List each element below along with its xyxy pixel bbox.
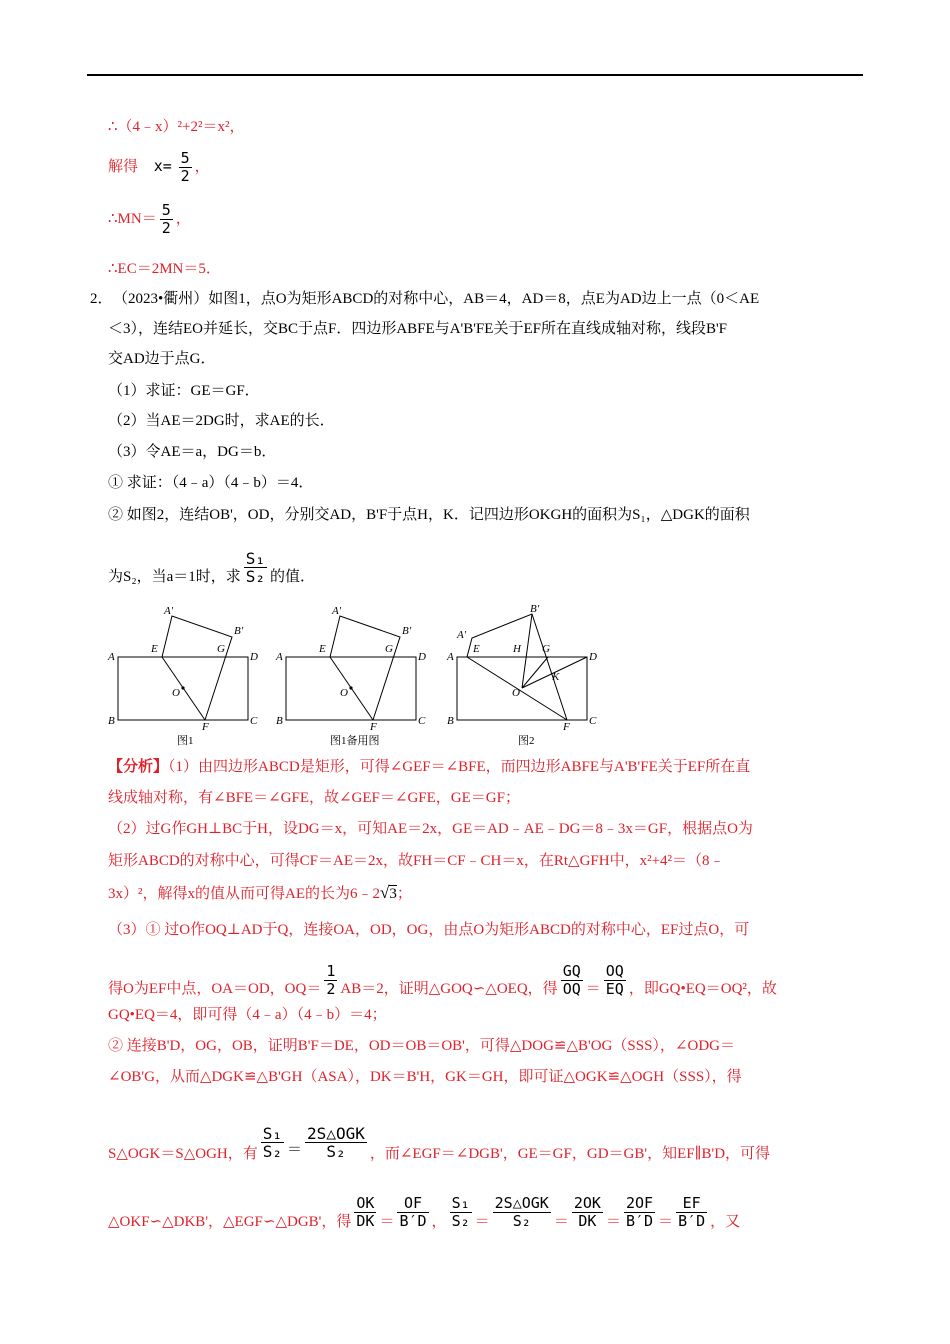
svg-text:H: H bbox=[513, 643, 521, 655]
analysis-p2b: 矩形ABCD的对称中心，可得CF＝AE＝2x，故FH＝CF﹣CH＝x，在Rt△GFH中，x²+4²＝（8﹣ bbox=[108, 853, 725, 869]
question-3: （3）令AE＝a，DG＝b． bbox=[108, 444, 277, 460]
svg-text:G: G bbox=[217, 643, 225, 655]
svg-text:B': B' bbox=[530, 603, 540, 615]
question-2: （2）当AE＝2DG时，求AE的长． bbox=[108, 413, 335, 429]
analysis-p4c: S△OGK＝S△OGH，有 $\frac{\text{S₁}}{\text{S₂}}$ ＝ $\frac{\text{2S△OGK}}{\text{S₂}}$ ，而∠EGF＝∠DGB'，GE＝GF，GD＝GB'，知EF∥B'D，可得 bbox=[108, 1124, 771, 1162]
fraction-2of-bd: $\frac{2OF}{B'D}$ bbox=[625, 1194, 654, 1230]
problem-stem-2: ＜3），连结EO并延长，交BC于点F．四边形ABFE与A'B'FE关于EF所在直线成轴对称，线段B'F bbox=[108, 321, 727, 337]
figure-2 bbox=[457, 614, 587, 720]
fraction-five-halves-2: $\frac{5}{2}$ bbox=[161, 201, 171, 237]
svg-text:E: E bbox=[151, 643, 158, 655]
svg-text:E: E bbox=[319, 643, 326, 655]
problem-number: 2． bbox=[90, 291, 113, 307]
analysis-p4b: ∠OB'G，从而△DGK≌△B'GH（ASA），DK＝B'H，GK＝GH，即可证△OGK≌△OGH（SSS），得 bbox=[108, 1069, 742, 1085]
fig2-caption: 图2 bbox=[518, 735, 535, 747]
solution-line-1: ∴（4﹣x）²+2²＝x²， bbox=[108, 119, 245, 135]
question-1: （1）求证：GE＝GF． bbox=[108, 383, 260, 399]
svg-text:F: F bbox=[202, 721, 209, 733]
question-3b: ② 如图2，连结OB'，OD，分别交AD，B'F于点H，K．记四边形OKGH的面积为S₁，△DGK的面积 bbox=[108, 507, 750, 523]
svg-text:F: F bbox=[370, 721, 377, 733]
question-3b-cont: 为S₂，当a＝1时，求 $\frac{\text{S₁}}{\text{S₂}}$ 的值． bbox=[108, 549, 316, 586]
svg-text:K: K bbox=[552, 671, 560, 683]
fraction-2sogk-s2: $\frac{\text{2S△OGK}}{\text{S₂}}$ bbox=[307, 1124, 365, 1161]
top-rule bbox=[87, 74, 863, 76]
svg-text:E: E bbox=[473, 643, 480, 655]
svg-text:D: D bbox=[589, 651, 597, 663]
svg-text:B: B bbox=[108, 715, 115, 727]
figure-1-spare bbox=[286, 616, 416, 720]
svg-text:A': A' bbox=[457, 629, 467, 641]
svg-text:B: B bbox=[276, 715, 283, 727]
svg-text:C: C bbox=[250, 715, 258, 727]
analysis-p4d: △OKF∽△DKB'，△EGF∽△DGB'，得 $\frac{OK}{DK}$ ＝ $\frac{OF}{B'D}$ ， $\frac{\text{S₁}}{\text{S₂}}$ ＝ $\frac{\text{2S△OGK}}{\text{S₂}}$ ＝ $\frac{2OK}{DK}$ ＝ $\frac{2OF}{B'D}$ ＝ $\frac{EF}{B'D}$ ，又 bbox=[108, 1194, 741, 1230]
svg-text:B: B bbox=[447, 715, 454, 727]
fraction-s1-s2-c: $\frac{\text{S₁}}{\text{S₂}}$ bbox=[451, 1194, 470, 1230]
analysis-p1: 【分析】（1）由四边形ABCD是矩形，可得∠GEF＝∠BFE，而四边形ABFE与A'B'FE关于EF所在直 bbox=[108, 759, 751, 775]
analysis-p1b: 线成轴对称，有∠BFE＝∠GFE，故∠GEF＝∠GFE，GE＝GF； bbox=[108, 790, 520, 806]
problem-stem-3: 交AD边于点G． bbox=[108, 351, 216, 367]
fraction-ok-dk: $\frac{OK}{DK}$ bbox=[356, 1194, 375, 1230]
fig1-caption: 图1 bbox=[177, 735, 194, 747]
svg-text:G: G bbox=[385, 643, 393, 655]
svg-text:O: O bbox=[172, 687, 180, 699]
svg-text:B': B' bbox=[234, 625, 244, 637]
svg-text:G: G bbox=[542, 643, 550, 655]
svg-text:F: F bbox=[563, 721, 570, 733]
fraction-half: $\frac{1}{2}$ bbox=[326, 962, 336, 998]
svg-text:D: D bbox=[250, 651, 258, 663]
svg-text:A': A' bbox=[164, 605, 174, 617]
analysis-p4: ② 连接B'D，OG，OB，证明B'F＝DE，OD＝OB＝OB'，可得△DOG≌△B'OG（SSS），∠ODG＝ bbox=[108, 1038, 735, 1054]
svg-text:A': A' bbox=[332, 605, 342, 617]
fraction-ef-bd: $\frac{EF}{B'D}$ bbox=[678, 1194, 706, 1230]
solution-line-3: ∴MN＝ $\frac{5}{2}$ ， bbox=[108, 201, 191, 237]
svg-text:A: A bbox=[276, 651, 283, 663]
fraction-2ok-dk: $\frac{2OK}{DK}$ bbox=[573, 1194, 601, 1230]
problem-stem-1: （2023•衢州）如图1，点O为矩形ABCD的对称中心，AB＝4，AD＝8，点E为AD边上一点（0＜AE bbox=[113, 291, 760, 307]
analysis-p3c: GQ•EQ＝4，即可得（4﹣a）（4﹣b）＝4； bbox=[108, 1007, 387, 1023]
fraction-of-bd: $\frac{OF}{B'D}$ bbox=[399, 1194, 427, 1230]
question-3a: ① 求证：（4﹣a）（4﹣b）＝4． bbox=[108, 475, 314, 491]
fraction-2sogk-s2-b: $\frac{\text{2S△OGK}}{\text{S₂}}$ bbox=[494, 1194, 549, 1230]
solution-line-2: 解得 x= $\frac{5}{2}$ ， bbox=[108, 149, 210, 185]
figure-1-spare-labels bbox=[275, 605, 426, 733]
svg-text:O: O bbox=[340, 687, 348, 699]
geometry-figures bbox=[100, 600, 630, 750]
fraction-s1-s2: $\frac{\text{S₁}}{\text{S₂}}$ bbox=[245, 549, 265, 586]
figure-2-labels bbox=[446, 603, 597, 733]
svg-text:O: O bbox=[512, 687, 520, 699]
solution-line-4: ∴EC＝2MN＝5． bbox=[108, 261, 221, 277]
fraction-s1-s2-b: $\frac{\text{S₁}}{\text{S₂}}$ bbox=[262, 1124, 283, 1161]
analysis-p2: （2）过G作GH⊥BC于H，设DG＝x，可知AE＝2x，GE＝AD﹣AE﹣DG＝8﹣3x＝GF，根据点O为 bbox=[108, 821, 753, 837]
svg-text:A: A bbox=[108, 651, 115, 663]
fraction-five-halves: $\frac{5}{2}$ bbox=[180, 149, 190, 185]
fraction-oq-eq: $\frac{OQ}{EQ}$ bbox=[605, 962, 624, 998]
svg-text:C: C bbox=[418, 715, 426, 727]
svg-text:C: C bbox=[589, 715, 597, 727]
svg-text:A: A bbox=[447, 651, 454, 663]
svg-text:D: D bbox=[418, 651, 426, 663]
figure-1 bbox=[118, 616, 248, 720]
analysis-p2c: 3x）²，解得x的值从而可得AE的长为6﹣2√3； bbox=[108, 883, 412, 902]
analysis-p3b: 得O为EF中点，OA＝OD，OQ＝ $\frac{1}{2}$ AB＝2，证明△GOQ∽△OEQ，得 $\frac{GQ}{OQ}$ ＝ $\frac{OQ}{EQ}$ ，即GQ•EQ＝OQ²，故 bbox=[108, 962, 777, 998]
figure-1-labels bbox=[107, 605, 258, 733]
fraction-gq-oq: $\frac{GQ}{OQ}$ bbox=[562, 962, 581, 998]
analysis-p3: （3）① 过O作OQ⊥AD于Q，连接OA，OD，OG，由点O为矩形ABCD的对称中心，EF过点O，可 bbox=[108, 922, 750, 938]
fig1-spare-caption: 图1备用图 bbox=[330, 735, 380, 747]
svg-text:B': B' bbox=[402, 625, 412, 637]
